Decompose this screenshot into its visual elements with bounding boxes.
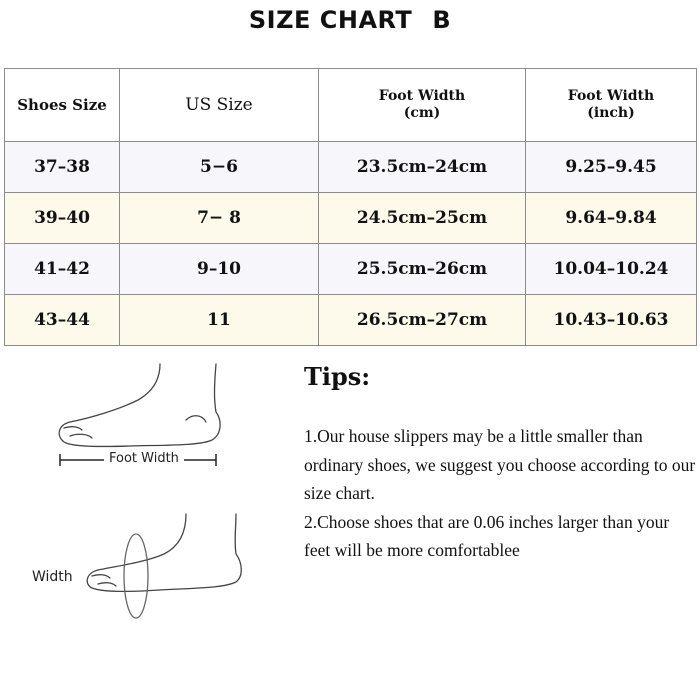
table-row (5, 142, 697, 193)
tips-title: Tips: (304, 362, 371, 391)
cell-us-size: 9–10 (120, 244, 319, 295)
table-row (5, 295, 697, 346)
cell-foot-width-inch: 10.04–10.24 (526, 244, 697, 295)
cell-foot-width-cm: 25.5cm–26cm (319, 244, 526, 295)
cell-us-size: 7− 8 (120, 193, 319, 244)
cell-shoes-size: 41–42 (5, 244, 120, 295)
title-variant: B (432, 6, 452, 34)
page-title (0, 4, 700, 36)
header-foot-width-inch-line1: Foot Width (567, 88, 655, 104)
cell-shoes-size: 37–38 (5, 142, 120, 193)
cell-shoes-size: 39–40 (5, 193, 120, 244)
header-shoes-size: Shoes Size (5, 69, 120, 142)
header-us-size: US Size (120, 69, 319, 142)
foot-width-label: Foot Width (109, 451, 179, 466)
width-label: Width (32, 569, 73, 585)
foot-width-loop-icon (87, 514, 241, 618)
foot-illustration (0, 350, 300, 670)
size-chart-table (4, 68, 697, 346)
table-row (5, 244, 697, 295)
cell-foot-width-cm: 26.5cm–27cm (319, 295, 526, 346)
header-foot-width-cm-line1: Foot Width (378, 88, 466, 104)
tip-item-1: 1.Our house slippers may be a little smaller than ordinary shoes, we suggest you choose according to our size chart. (304, 426, 696, 503)
cell-us-size: 11 (120, 295, 319, 346)
cell-foot-width-inch: 10.43–10.63 (526, 295, 697, 346)
header-foot-width-inch-line2: (inch) (587, 105, 635, 121)
title-text: SIZE CHART (248, 6, 413, 34)
cell-us-size: 5−6 (120, 142, 319, 193)
tip-item-2: 2.Choose shoes that are 0.06 inches larger than your feet will be more comfortablee (304, 511, 670, 560)
cell-shoes-size: 43–44 (5, 295, 120, 346)
header-foot-width-inch (526, 69, 697, 142)
tips-body (304, 422, 696, 565)
cell-foot-width-cm: 23.5cm–24cm (319, 142, 526, 193)
table-row (5, 193, 697, 244)
cell-foot-width-cm: 24.5cm–25cm (319, 193, 526, 244)
cell-foot-width-inch: 9.64–9.84 (526, 193, 697, 244)
header-foot-width-cm (319, 69, 526, 142)
table-header-row (5, 69, 697, 142)
header-foot-width-cm-line2: (cm) (403, 105, 441, 121)
cell-foot-width-inch: 9.25–9.45 (526, 142, 697, 193)
foot-side-view-icon (59, 364, 220, 447)
